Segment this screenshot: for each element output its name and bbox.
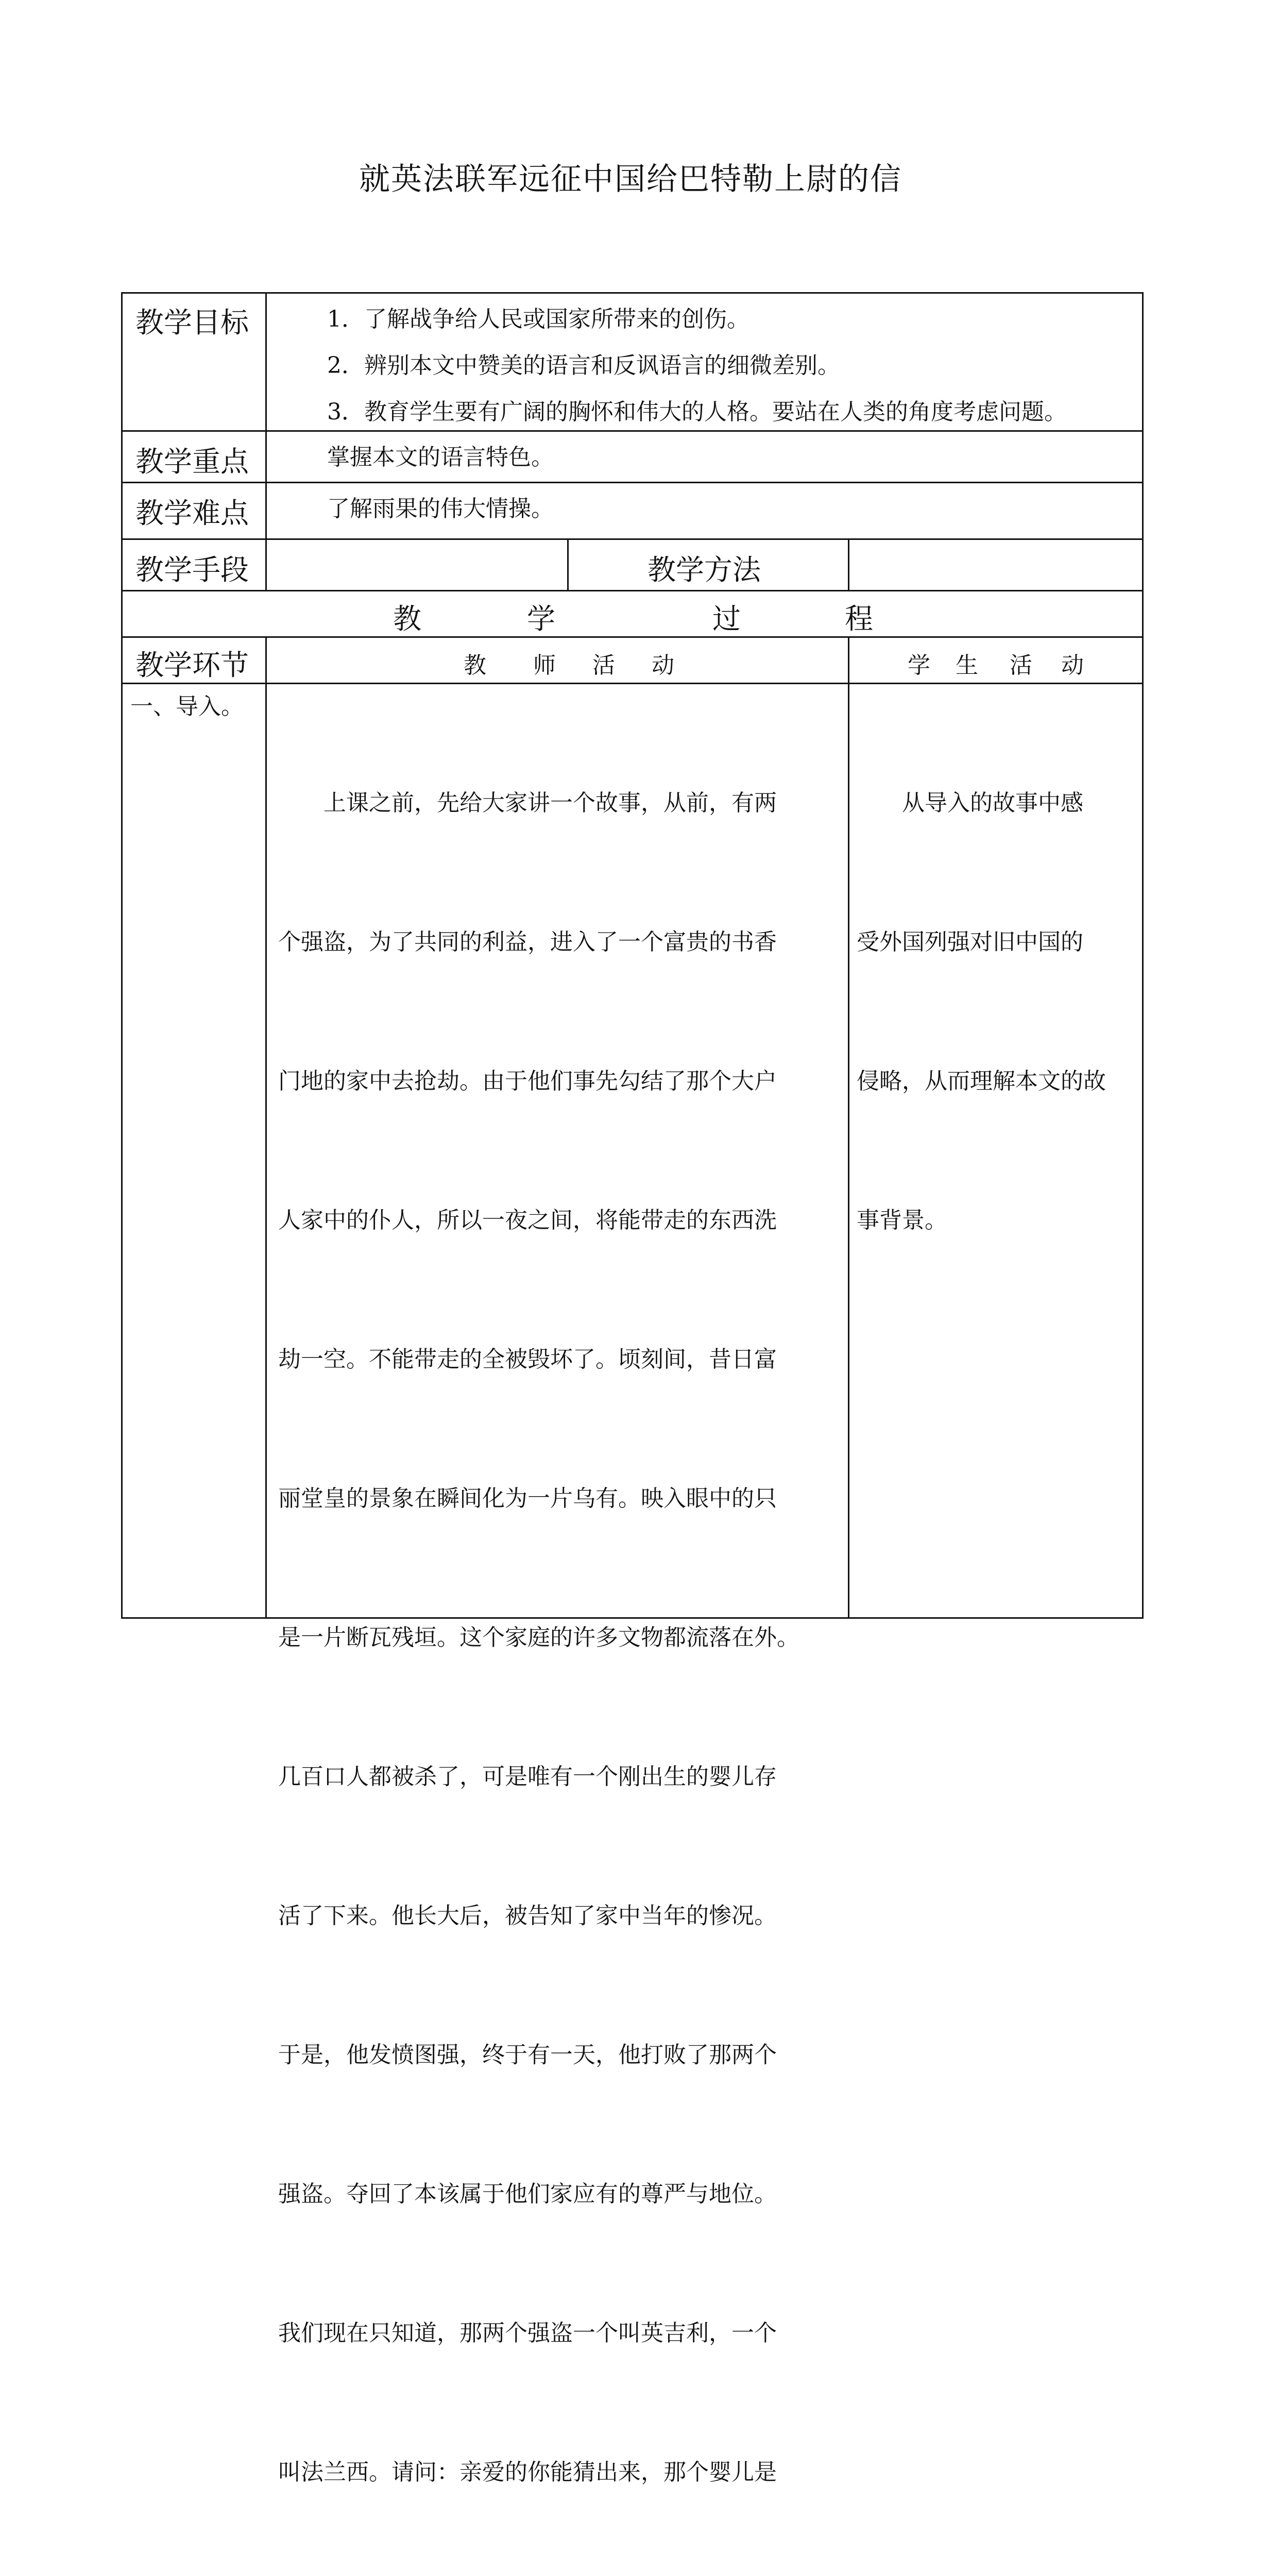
lesson-plan-table <box>121 292 1144 2485</box>
goal-2: 2．辨别本文中赞美的语言和反讽语言的细微差别。 <box>327 352 840 379</box>
teacher-header-char-3: 活 <box>592 652 615 679</box>
key-point-label: 教学重点 <box>135 445 249 478</box>
teacher-line: 叫法兰西。请问：亲爱的你能猜出来，那个婴儿是 <box>278 2459 777 2485</box>
student-line: 侵略，从而理解本文的故 <box>857 1068 1106 1094</box>
teacher-header-char-2: 师 <box>533 652 556 679</box>
method-label: 教学方法 <box>647 553 761 586</box>
key-point-value: 掌握本文的语言特色。 <box>327 444 554 470</box>
means-label: 教学手段 <box>135 553 249 586</box>
process-char-1: 教 <box>393 602 422 635</box>
teacher-line: 人家中的仆人，所以一夜之间，将能带走的东西洗 <box>278 1207 777 1233</box>
student-header-char-4: 动 <box>1061 652 1084 679</box>
page-title: 就英法联军远征中国给巴特勒上尉的信 <box>359 161 902 197</box>
student-header-char-3: 活 <box>1010 652 1032 679</box>
teacher-line: 于是，他发愤图强，终于有一天，他打败了那两个 <box>278 2042 777 2068</box>
teacher-line: 活了下来。他长大后，被告知了家中当年的惨况。 <box>278 1903 777 1929</box>
process-char-2: 学 <box>527 602 556 635</box>
process-char-3: 过 <box>712 602 741 635</box>
goal-3: 3．教育学生要有广阔的胸怀和伟大的人格。要站在人类的角度考虑问题。 <box>327 399 1067 425</box>
teacher-line: 强盗。夺回了本该属于他们家应有的尊严与地位。 <box>278 2181 777 2207</box>
difficulty-label: 教学难点 <box>135 497 249 530</box>
student-activity <box>857 687 1141 1336</box>
student-line: 受外国列强对旧中国的 <box>857 929 1083 955</box>
process-char-4: 程 <box>845 602 874 635</box>
teacher-header-char-1: 教 <box>464 652 486 679</box>
stage-column-header: 教学环节 <box>135 649 249 682</box>
goals-label: 教学目标 <box>135 306 249 339</box>
teacher-activity <box>278 687 845 2576</box>
student-line: 事背景。 <box>857 1207 947 1233</box>
stage-1-name: 一、导入。 <box>130 693 244 720</box>
teacher-line: 丽堂皇的景象在瞬间化为一片乌有。映入眼中的只 <box>278 1485 777 1512</box>
goal-1: 1．了解战争给人民或国家所带来的创伤。 <box>327 306 749 332</box>
student-line: 从导入的故事中感 <box>857 790 1083 816</box>
teacher-line: 几百口人都被杀了，可是唯有一个刚出生的婴儿存 <box>278 1764 777 1790</box>
teacher-line: 个强盗，为了共同的利益，进入了一个富贵的书香 <box>278 929 777 955</box>
student-header-char-1: 学 <box>908 652 930 679</box>
teacher-line: 劫一空。不能带走的全被毁坏了。顷刻间，昔日富 <box>278 1346 777 1372</box>
teacher-line: 上课之前，先给大家讲一个故事，从前，有两 <box>278 790 777 816</box>
student-header-char-2: 生 <box>956 652 978 679</box>
teacher-header-char-4: 动 <box>652 652 674 679</box>
teacher-line: 我们现在只知道，那两个强盗一个叫英吉利，一个 <box>278 2320 777 2346</box>
teacher-line: 是一片断瓦残垣。这个家庭的许多文物都流落在外。 <box>278 1624 799 1651</box>
teacher-line: 门地的家中去抢劫。由于他们事先勾结了那个大户 <box>278 1068 777 1094</box>
difficulty-value: 了解雨果的伟大情操。 <box>327 496 554 522</box>
